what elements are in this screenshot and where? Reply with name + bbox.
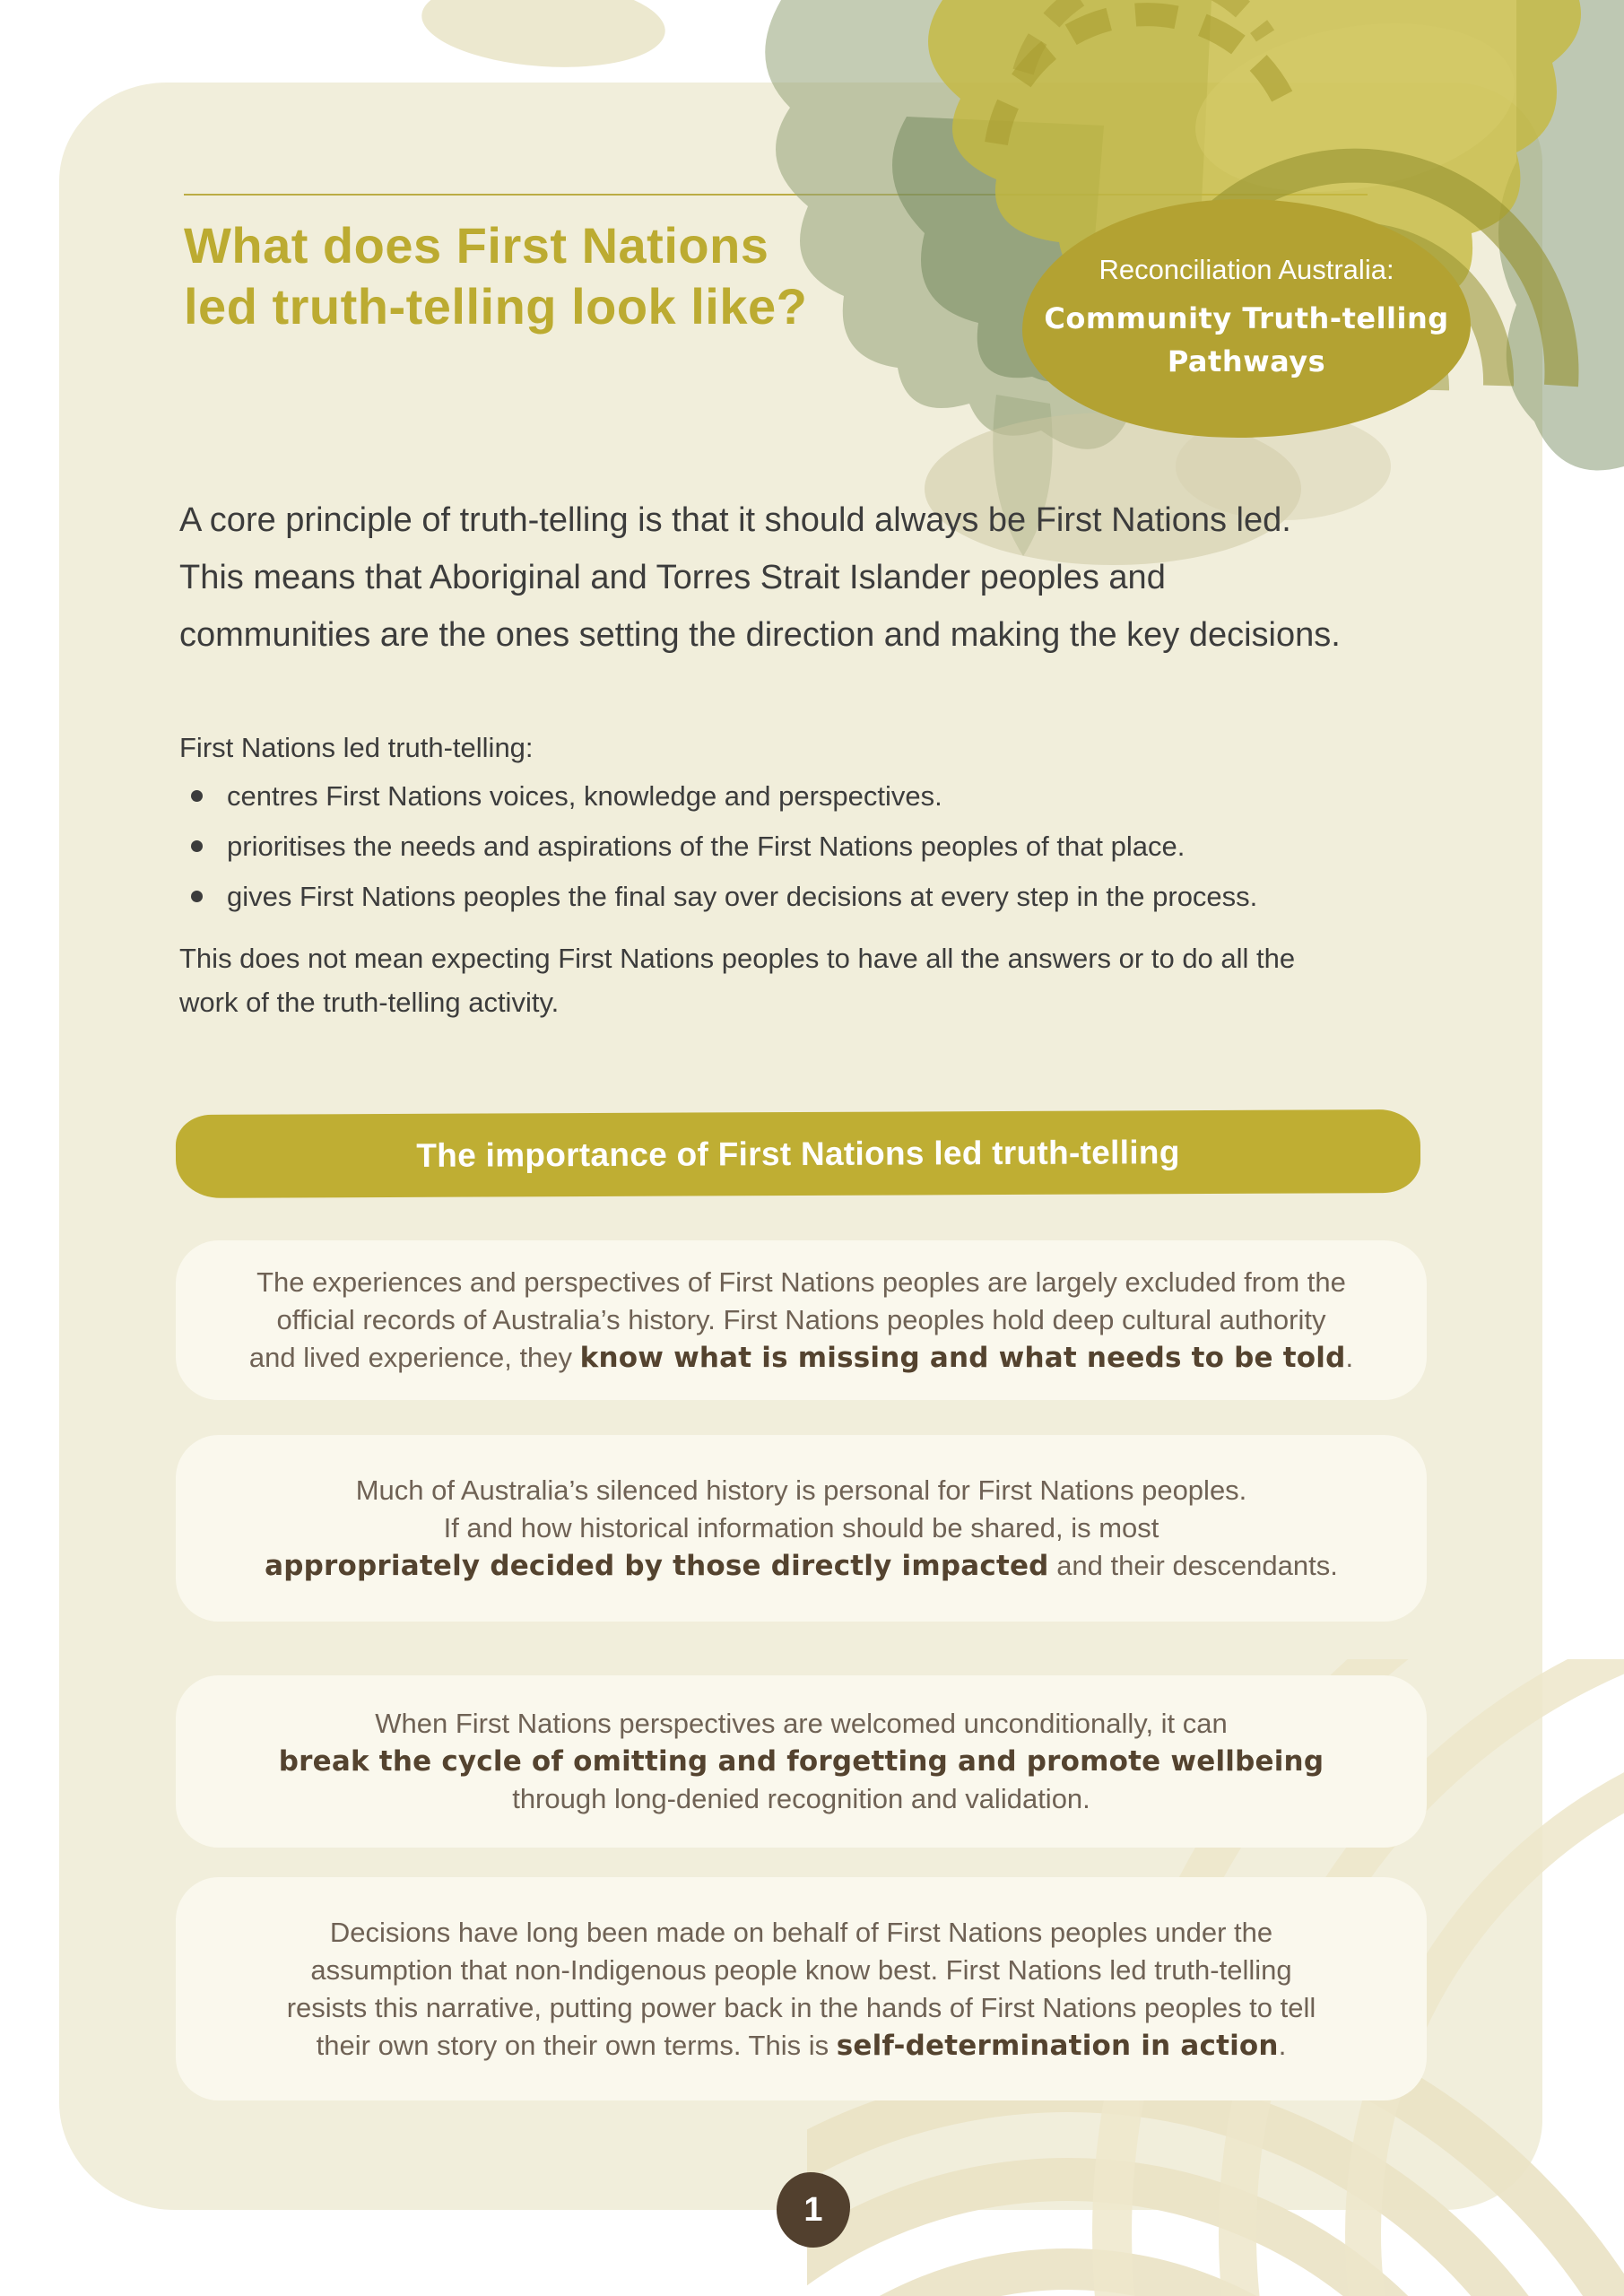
text-line bbox=[256, 1264, 1346, 1301]
text-line bbox=[179, 980, 1295, 1024]
intro-paragraph bbox=[179, 491, 1341, 664]
text-line bbox=[277, 1301, 1326, 1339]
text-line bbox=[512, 1780, 1090, 1818]
text-line bbox=[444, 1509, 1159, 1547]
page-title-line1: What does First Nations bbox=[184, 217, 769, 274]
text-line bbox=[375, 1705, 1228, 1743]
text-line bbox=[279, 1743, 1324, 1780]
badge-title-line2: Pathways bbox=[1167, 344, 1326, 378]
body-text: work of the truth-telling activity. bbox=[179, 987, 560, 1018]
body-text: . bbox=[1345, 1342, 1354, 1373]
body-text: When First Nations perspectives are welcomed unconditionally, it can bbox=[375, 1708, 1228, 1739]
emphasis-text: know what is missing and what needs to be told bbox=[579, 1342, 1346, 1374]
bullet-item: centres First Nations voices, knowledge and perspectives. bbox=[184, 778, 1257, 814]
section-banner-label: The importance of First Nations led truth-telling bbox=[416, 1133, 1180, 1174]
section-banner bbox=[176, 1109, 1420, 1198]
body-text: official records of Australia’s history. First Nations peoples hold deep cultural authority bbox=[276, 1304, 1326, 1335]
emphasis-text: appropriately decided by those directly impacted bbox=[265, 1550, 1049, 1582]
body-text: and lived experience, they bbox=[248, 1342, 580, 1373]
info-card bbox=[176, 1435, 1427, 1622]
text-line bbox=[287, 1989, 1316, 2027]
body-text: assumption that non-Indigenous people know best. First Nations led truth-telling bbox=[310, 1953, 1292, 1986]
text-line bbox=[265, 1547, 1338, 1585]
text-line bbox=[249, 1339, 1353, 1377]
page-title bbox=[184, 215, 807, 337]
info-card bbox=[176, 1675, 1427, 1848]
page-title-line2: led truth-telling look like? bbox=[184, 278, 808, 335]
outro-paragraph bbox=[179, 936, 1295, 1024]
body-text: This does not mean expecting First Nations peoples to have all the answers or to do all the bbox=[179, 943, 1296, 974]
body-text: Decisions have long been made on behalf of First Nations peoples under the bbox=[329, 1916, 1273, 1948]
body-text: If and how historical information should be shared, is most bbox=[443, 1512, 1159, 1544]
emphasis-text: break the cycle of omitting and forgetting and promote wellbeing bbox=[278, 1745, 1324, 1778]
bullet-item: prioritises the needs and aspirations of the First Nations peoples of that place. bbox=[184, 829, 1257, 865]
body-text: through long-denied recognition and validation. bbox=[512, 1783, 1090, 1814]
emphasis-text: self-determination in action bbox=[836, 2029, 1279, 2062]
body-text: This means that Aboriginal and Torres Strait Islander peoples and bbox=[179, 559, 1166, 596]
paint-dab-art bbox=[419, 0, 668, 74]
body-text: Much of Australia’s silenced history is personal for First Nations peoples. bbox=[355, 1474, 1247, 1506]
body-text: . bbox=[1278, 2029, 1287, 2061]
bullet-item: gives First Nations peoples the final say over decisions at every step in the process. bbox=[184, 879, 1257, 915]
list-intro: First Nations led truth-telling: bbox=[179, 732, 534, 763]
badge-title-line1: Community Truth-telling bbox=[1044, 301, 1449, 335]
text-line bbox=[356, 1472, 1247, 1509]
text-line bbox=[179, 549, 1341, 606]
info-card bbox=[176, 1240, 1427, 1400]
body-text: their own story on their own terms. This is bbox=[316, 2029, 837, 2061]
text-line bbox=[179, 606, 1341, 664]
body-text: A core principle of truth-telling is that it should always be First Nations led. bbox=[179, 501, 1291, 539]
text-line bbox=[179, 936, 1295, 980]
text-line bbox=[317, 2027, 1287, 2065]
bullet-list bbox=[184, 778, 1257, 929]
badge-kicker: Reconciliation Australia: bbox=[1099, 254, 1394, 285]
body-text: communities are the ones setting the direction and making the key decisions. bbox=[179, 616, 1341, 654]
text-line bbox=[310, 1952, 1291, 1989]
text-line bbox=[179, 491, 1341, 549]
page-number: 1 bbox=[803, 2190, 823, 2229]
body-text: and their descendants. bbox=[1048, 1550, 1338, 1581]
body-text: The experiences and perspectives of First Nations peoples are largely excluded from the bbox=[256, 1266, 1346, 1298]
text-line bbox=[330, 1914, 1272, 1952]
info-card bbox=[176, 1877, 1427, 2100]
body-text: resists this narrative, putting power back in the hands of First Nations peoples to tell bbox=[286, 1991, 1316, 2023]
